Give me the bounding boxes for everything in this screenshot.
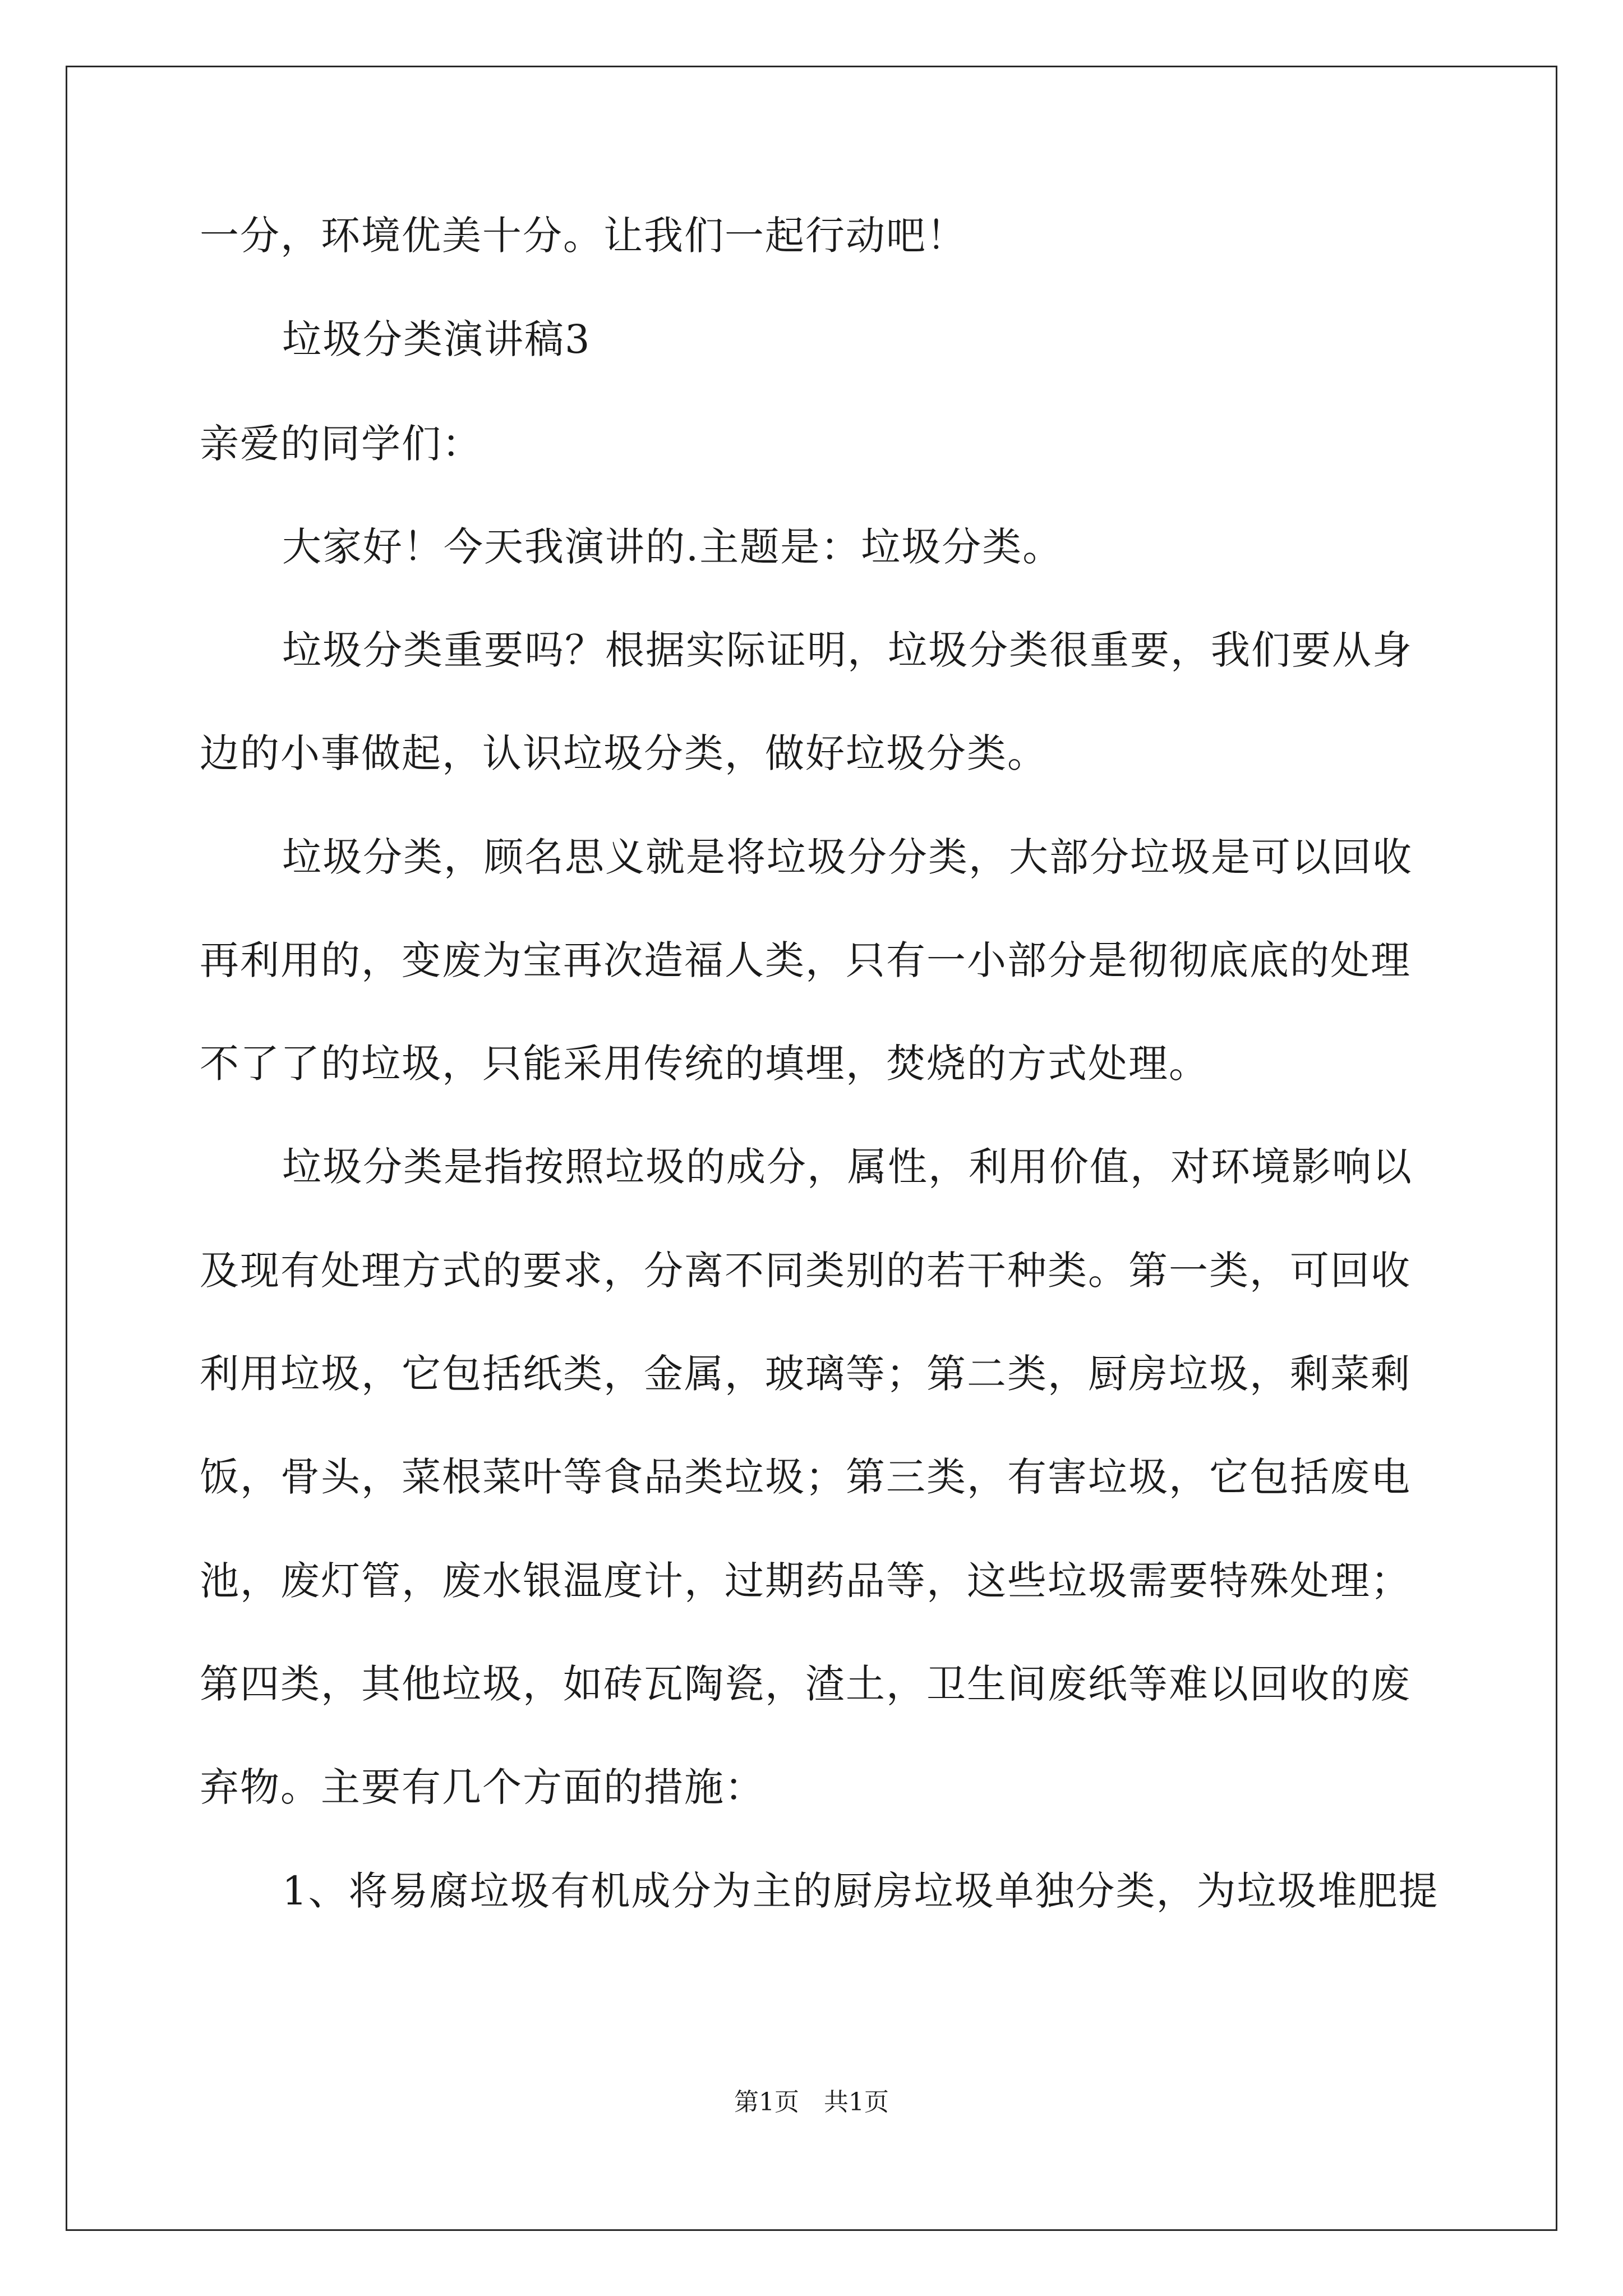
text-line: 一分，环境优美十分。让我们一起行动吧！ — [200, 213, 967, 259]
text-line: 饭，骨头，菜根菜叶等食品类垃圾；第三类，有害垃圾，它包括废电 — [200, 1454, 1411, 1500]
text-line: 垃圾分类重要吗？根据实际证明，垃圾分类很重要，我们要从身 — [282, 627, 1413, 673]
text-line: 池，废灯管，废水银温度计，过期药品等，这些垃圾需要特殊处理； — [200, 1558, 1411, 1604]
page-number: 第1页 共1页 — [734, 2088, 889, 2116]
text-line: 再利用的，变废为宝再次造福人类，只有一小部分是彻彻底底的处理 — [200, 937, 1411, 983]
text-line: 垃圾分类，顾名思义就是将垃圾分分类，大部分垃圾是可以回收 — [282, 834, 1413, 880]
salutation: 亲爱的同学们： — [200, 421, 482, 467]
text-line: 1、将易腐垃圾有机成分为主的厨房垃圾单独分类，为垃圾堆肥提 — [282, 1868, 1439, 1914]
text-line: 大家好！今天我演讲的.主题是：垃圾分类。 — [282, 524, 1063, 570]
text-line: 边的小事做起，认识垃圾分类，做好垃圾分类。 — [200, 730, 1048, 776]
text-line: 及现有处理方式的要求，分离不同类别的若干种类。第一类，可回收 — [200, 1248, 1411, 1294]
section-heading: 垃圾分类演讲稿3 — [282, 316, 591, 362]
text-line: 不了了的垃圾，只能采用传统的填埋，焚烧的方式处理。 — [200, 1041, 1209, 1087]
text-line: 第四类，其他垃圾，如砖瓦陶瓷，渣土，卫生间废纸等难以回收的废 — [200, 1661, 1411, 1707]
text-line: 垃圾分类是指按照垃圾的成分，属性，利用价值，对环境影响以 — [282, 1144, 1413, 1190]
text-line: 利用垃圾，它包括纸类，金属，玻璃等；第二类，厨房垃圾，剩菜剩 — [200, 1351, 1411, 1397]
text-line: 弃物。主要有几个方面的措施： — [200, 1764, 765, 1810]
